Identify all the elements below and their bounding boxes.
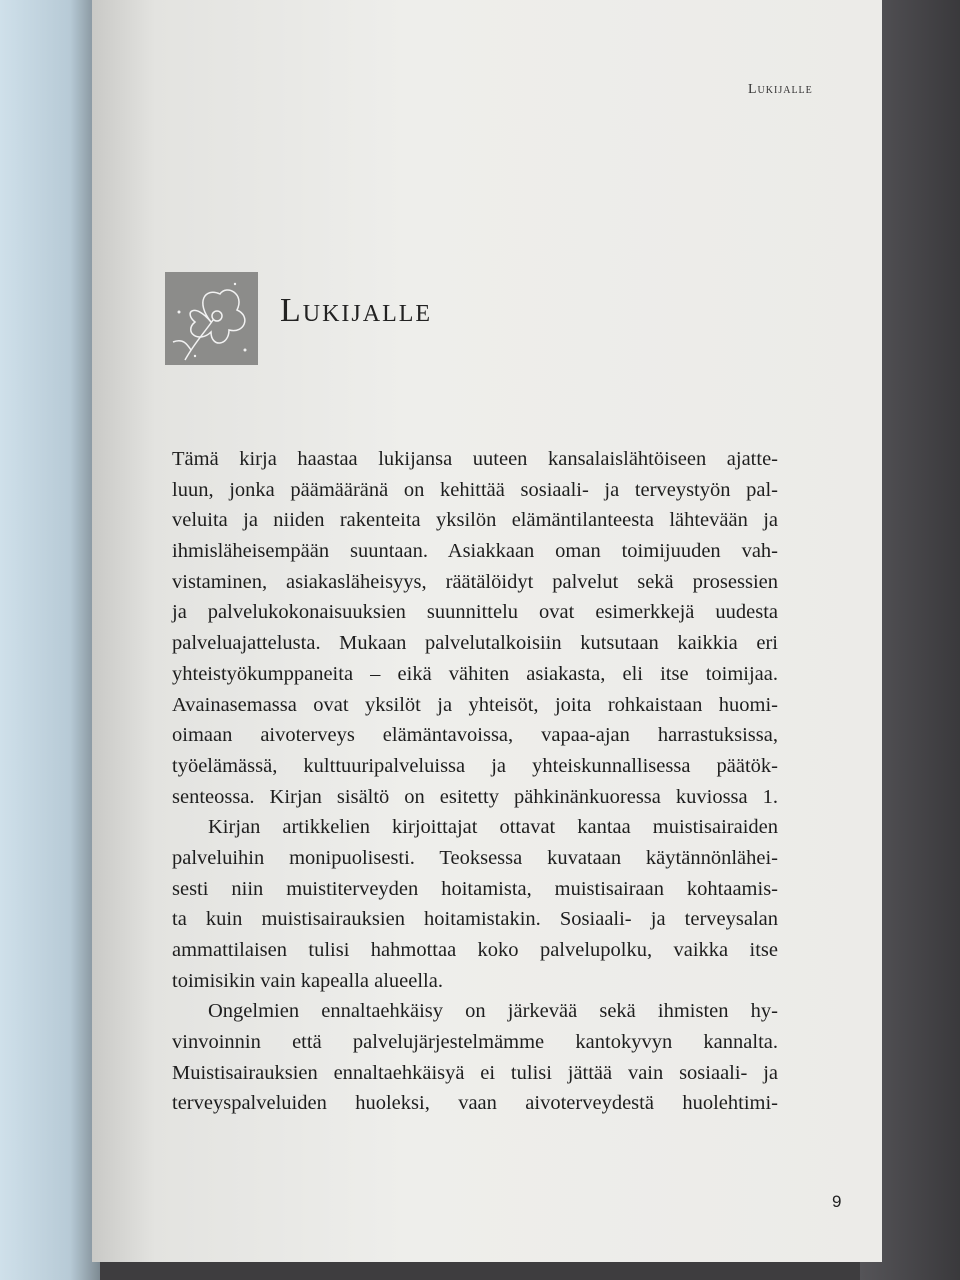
text-line: palveluihin monipuolisesti. Teoksessa kuvataan käytännönlähei- [172, 846, 778, 869]
paragraph-1 [172, 444, 778, 812]
text-line: Kirjan artikkelien kirjoittajat ottavat kantaa muistisairaiden [208, 816, 778, 839]
text-line: oimaan aivoterveys elämäntavoissa, vapaa-ajan harrastuksissa, [172, 724, 778, 747]
text-line: palveluajattelusta. Mukaan palvelutalkoisiin kutsutaan kaikkia eri [172, 632, 778, 655]
text-line: Tämä kirja haastaa lukijansa uuteen kansalaislähtöiseen ajatte- [172, 448, 778, 470]
text-line: ammattilaisen tulisi hahmottaa koko palvelupolku, vaikka itse [172, 939, 778, 961]
page-number: 9 [832, 1192, 842, 1211]
chapter-title: Lukijalle [280, 292, 433, 329]
text-line: terveyspalveluiden huoleksi, vaan aivoterveydestä huolehtimi- [172, 1092, 778, 1115]
text-line: ta kuin muistisairauksien hoitamistakin. Sosiaali- ja terveysalan [172, 908, 778, 931]
text-line: sesti niin muistiterveyden hoitamista, muistisairaan kohtaamis- [172, 877, 778, 900]
text-line: Avainasemassa ovat yksilöt ja yhteisöt, joita rohkaistaan huomi- [172, 693, 778, 716]
text-line: ja palvelukokonaisuuksien suunnittelu ovat esimerkkejä uudesta [172, 601, 778, 624]
text-line: Muistisairauksien ennaltaehkäisyä ei tulisi jättää vain sosiaali- ja [172, 1061, 778, 1084]
paragraph-3 [172, 996, 778, 1119]
text-line: ihmisläheisempään suuntaan. Asiakkaan oman toimijuuden vah- [172, 540, 778, 563]
text-line: toimisikin vain kapealla alueella. [172, 969, 443, 992]
text-line: yhteistyökumppaneita – eikä vähiten asiakasta, eli itse toimijaa. [172, 662, 778, 685]
text-line: työelämässä, kulttuuripalveluissa ja yhteiskunnallisessa päätök- [172, 754, 778, 777]
text-line: luun, jonka päämääränä on kehittää sosiaali- ja terveystyön pal- [172, 478, 778, 501]
running-head: Lukijalle [748, 82, 813, 97]
text-line: vistaminen, asiakasläheisyys, räätälöidyt palvelut sekä prosessien [172, 570, 778, 593]
text-line: senteossa. Kirjan sisältö on esitetty pähkinänkuoressa kuviossa 1. [172, 785, 778, 808]
body-text [172, 444, 778, 1119]
facing-page-edge [0, 0, 100, 1280]
flower-ornament-icon [165, 272, 258, 365]
text-line: veluita ja niiden rakenteita yksilön elämäntilanteesta lähtevään ja [172, 509, 778, 532]
text-line: Ongelmien ennaltaehkäisy on järkevää sekä ihmisten hy- [208, 1000, 778, 1023]
paragraph-2 [172, 812, 778, 996]
text-line: vinvoinnin että palvelujärjestelmämme kantokyvyn kannalta. [172, 1031, 778, 1054]
